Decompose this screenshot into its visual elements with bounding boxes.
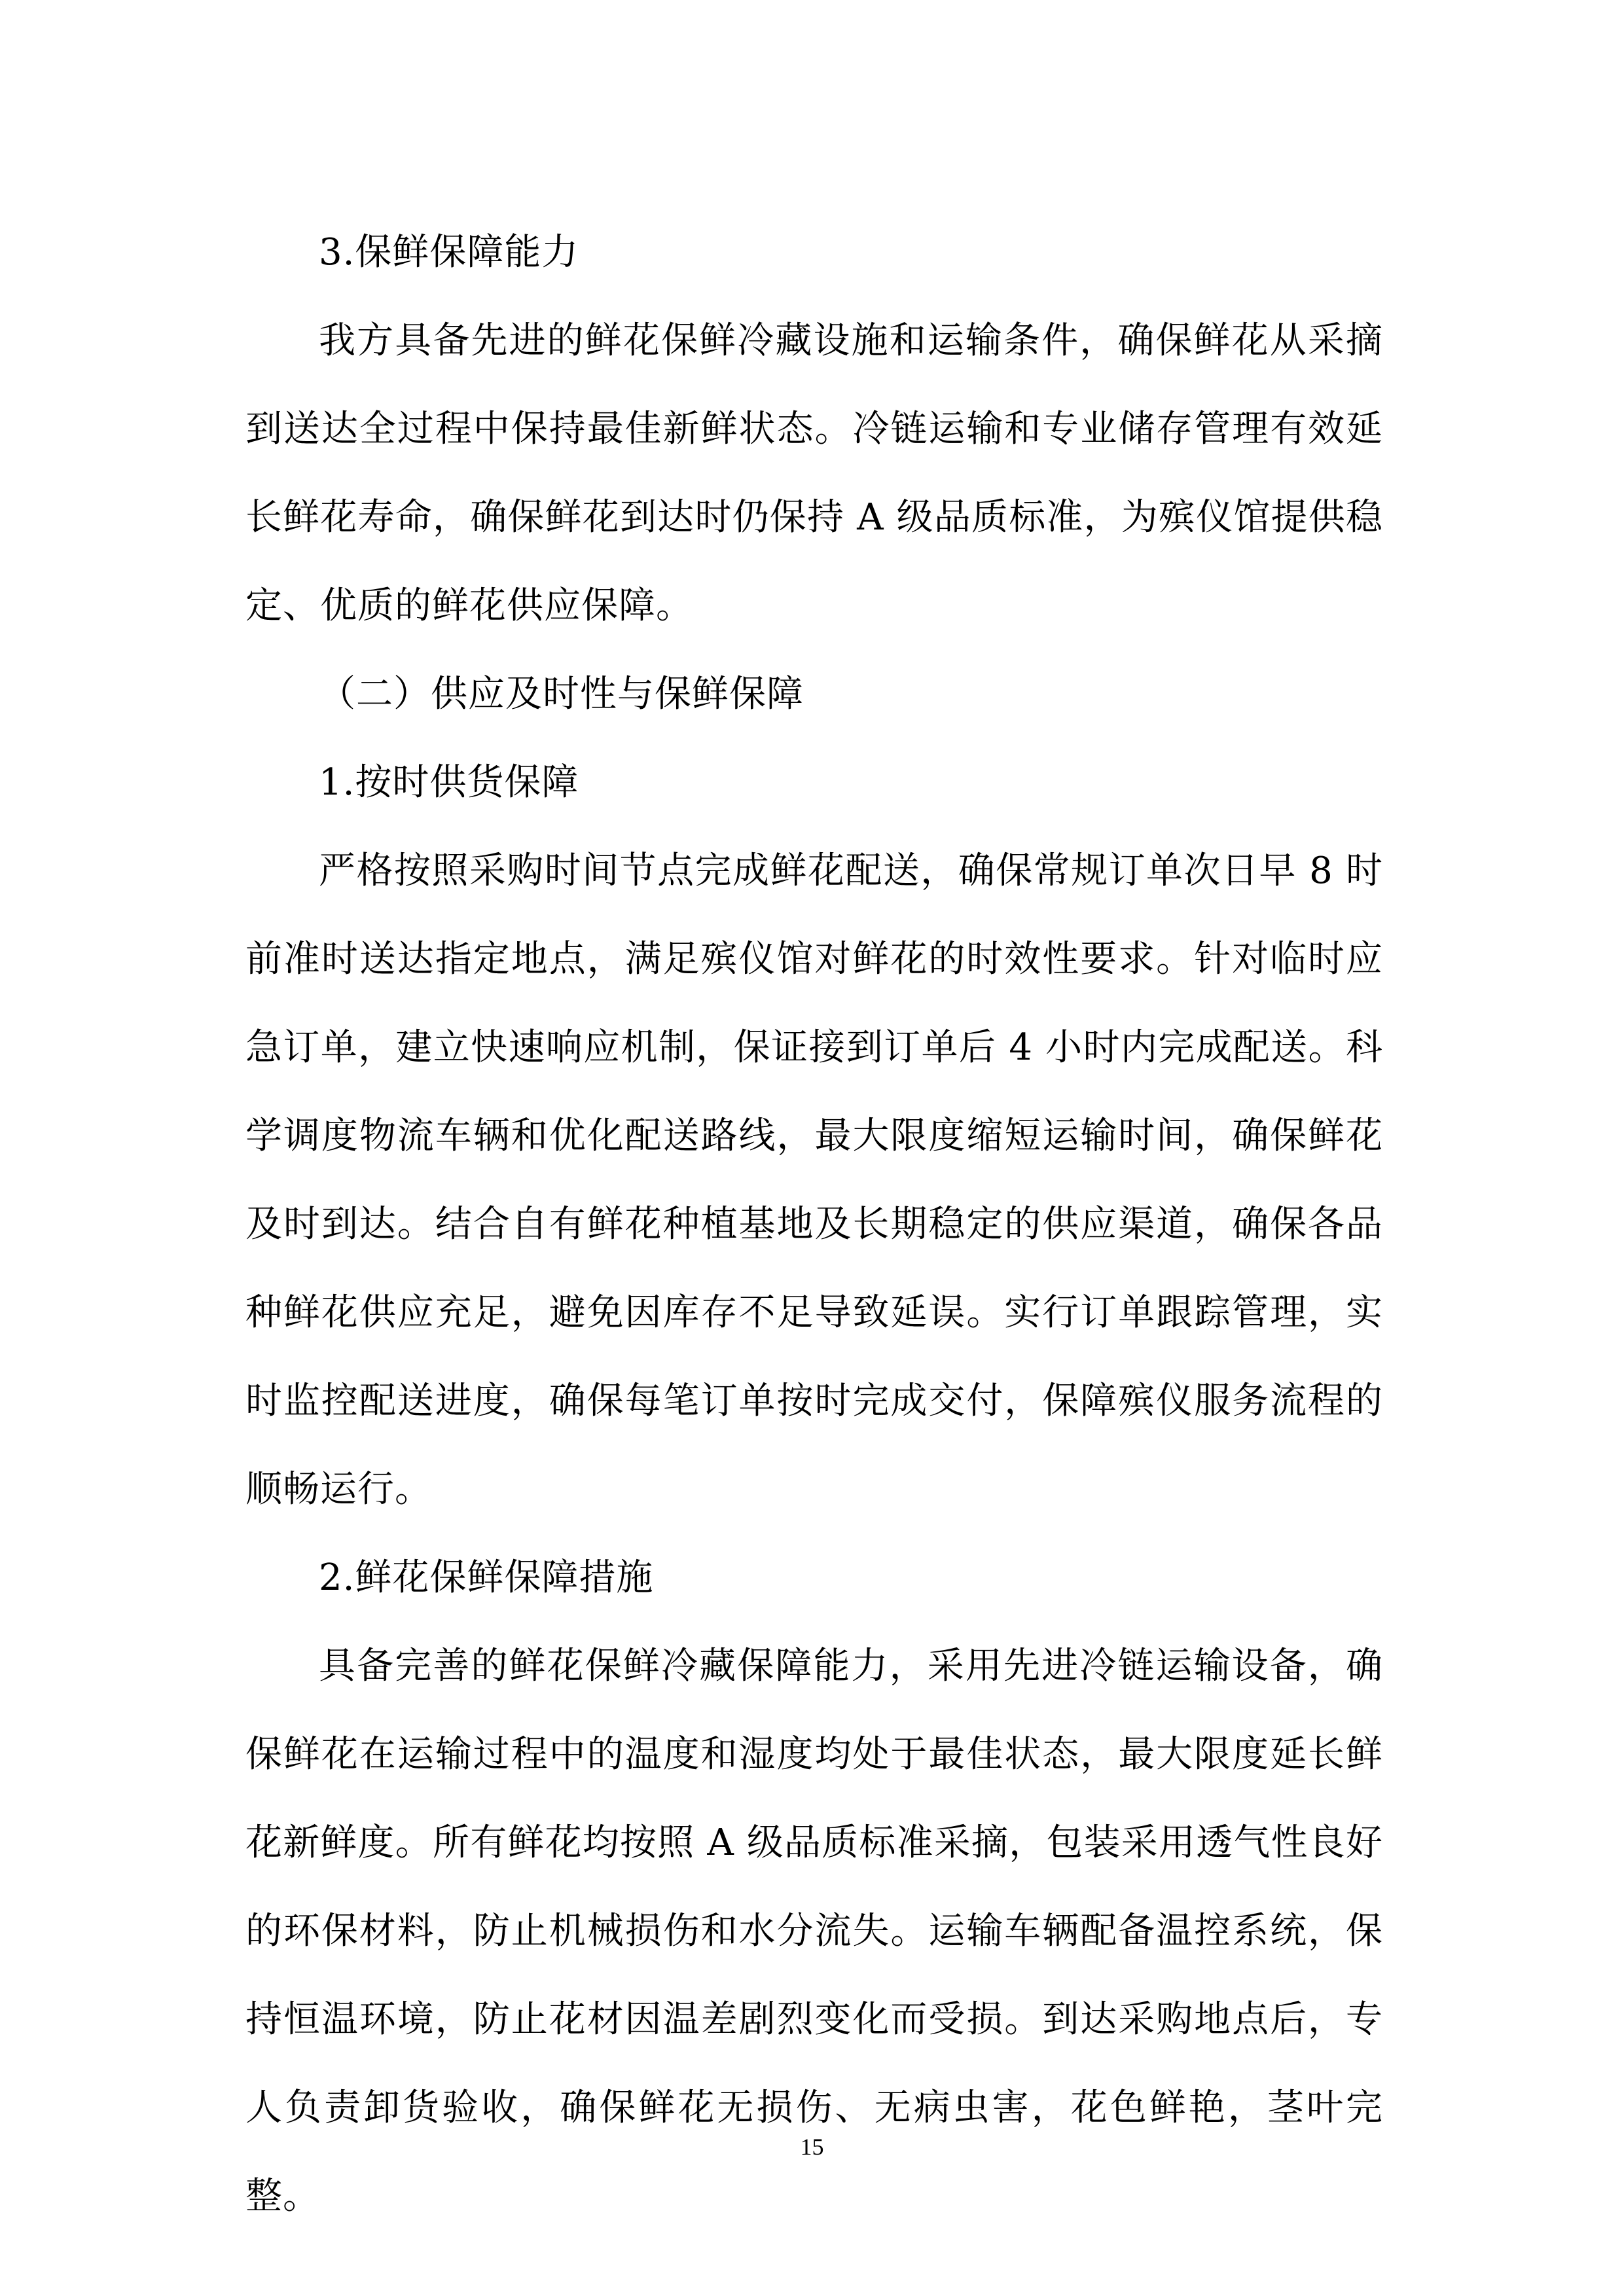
section-heading-on-time-supply: 1.按时供货保障 <box>319 761 579 804</box>
paragraph-preservation-capability: 我方具备先进的鲜花保鲜冷藏设施和运输条件，确保鲜花从采摘到送达全过程中保持最佳新鲜状态。冷链运输和专业储存管理有效延长鲜花寿命，确保鲜花到达时仍保持 A 级品质标准，为殡仪馆提供稳定、优质的鲜花供应保障。 <box>245 319 1383 627</box>
section-heading-supply-timeliness: （二）供应及时性与保鲜保障 <box>319 673 804 715</box>
section-heading-preservation-capability: 3.保鲜保障能力 <box>319 231 579 274</box>
paragraph-preservation-measures: 具备完善的鲜花保鲜冷藏保障能力，采用先进冷链运输设备，确保鲜花在运输过程中的温度和湿度均处于最佳状态，最大限度延长鲜花新鲜度。所有鲜花均按照 A 级品质标准采摘，包装采用透气性良好的环保材料，防止机械损伤和水分流失。运输车辆配备温控系统，保持恒温环境，防止花材因温差剧烈变化而受损。到达采购地点后，专人负责卸货验收，确保鲜花无损伤、无病虫害，花色鲜艳，茎叶完整。 <box>245 1645 1383 2217</box>
paragraph-on-time-supply: 严格按照采购时间节点完成鲜花配送，确保常规订单次日早 8 时前准时送达指定地点，满足殡仪馆对鲜花的时效性要求。针对临时应急订单，建立快速响应机制，保证接到订单后 4 小时内完成配送。科学调度物流车辆和优化配送路线，最大限度缩短运输时间，确保鲜花及时到达。结合自有鲜花种植基地及长期稳定的供应渠道，确保各品种鲜花供应充足，避免因库存不足导致延误。实行订单跟踪管理，实时监控配送进度，确保每笔订单按时完成交付，保障殡仪服务流程的顺畅运行。 <box>245 850 1383 1511</box>
page-content <box>245 208 1383 2240</box>
page-number: 15 <box>800 2134 824 2160</box>
section-heading-preservation-measures: 2.鲜花保鲜保障措施 <box>319 1556 654 1599</box>
